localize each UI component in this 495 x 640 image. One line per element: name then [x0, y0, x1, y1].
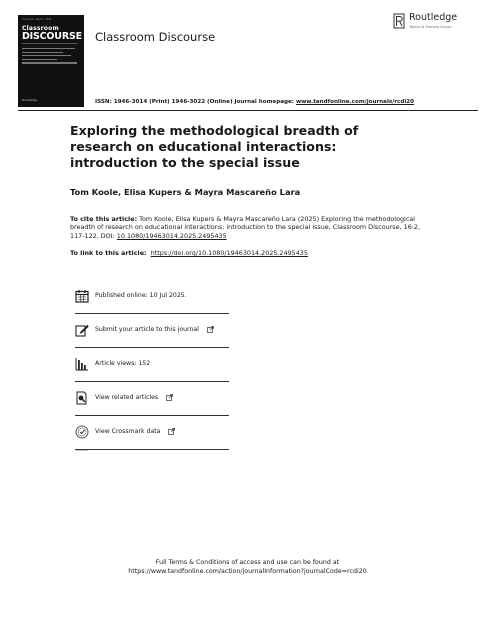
logo-name: Routledge [409, 12, 458, 23]
external-link-icon [166, 394, 173, 401]
citation-block [70, 215, 420, 240]
routledge-r-icon [393, 13, 405, 29]
published-online-text: Published online: 10 Jul 2025. [95, 292, 187, 299]
info-divider [75, 313, 229, 314]
article-doi-url[interactable]: https://doi.org/10.1080/19463014.2025.2495435 [150, 249, 308, 257]
article-views-item [75, 351, 229, 376]
cover-volume-line: Volume 16 · Issue 2 · 2025 [22, 18, 52, 21]
journal-cover [18, 15, 84, 107]
cover-title-line2: DISCOURSE [22, 31, 82, 42]
magnifier-icon [75, 391, 89, 405]
link-label: To link to this article: [70, 249, 147, 257]
cover-text-lines [22, 48, 80, 66]
issn-text: ISSN: 1946-3014 (Print) 1946-3022 (Online) Journal homepage: [95, 99, 296, 105]
article-title: Exploring the methodological breadth of research on educational interactions: introduction to the special issue [70, 123, 359, 171]
external-link-icon [207, 326, 214, 333]
crossmark-link[interactable]: View Crossmark data [95, 428, 161, 435]
related-articles-item[interactable] [75, 385, 229, 410]
crossmark-icon [75, 425, 89, 452]
cover-publisher: Routledge [22, 98, 38, 102]
footer-terms-link[interactable]: https://www.tandfonline.com/action/journalInformation?journalCode=rcdi20 [128, 567, 367, 575]
cover-divider [22, 43, 78, 44]
article-authors: Tom Koole, Elisa Kupers & Mayra Mascareño Lara [70, 187, 301, 197]
logo-subtitle: Taylor & Francis Group [409, 24, 452, 29]
citation-text: Tom Koole, Elisa Kupers & Mayra Mascareño Lara (2025) Exploring the methodological breadth of research on educational interactions: introduction to the special issue, Classroom Discourse, 16:2, 117-122, DOI: [70, 215, 421, 240]
article-views-text: Article views: 152 [95, 360, 151, 367]
routledge-logo [393, 12, 457, 29]
submit-article-link[interactable]: Submit your article to this journal [95, 326, 199, 333]
submit-article-item[interactable] [75, 317, 229, 342]
info-divider [75, 449, 229, 450]
citation-doi-link[interactable]: 10.1080/19463014.2025.2495435 [116, 231, 227, 240]
cover-title-line1: Classroom [22, 25, 59, 32]
info-divider [75, 415, 229, 416]
crossmark-badge-text: CrossMark [75, 448, 89, 452]
header-rule [18, 110, 478, 111]
info-divider [75, 347, 229, 348]
published-online-item [75, 283, 229, 308]
footer-line1: Full Terms & Conditions of access and use can be found at [155, 559, 340, 566]
article-info-list [75, 283, 229, 453]
journal-homepage-link[interactable]: www.tandfonline.com/journals/rcdi20 [295, 99, 415, 105]
calendar-icon [75, 289, 89, 303]
related-articles-link[interactable]: View related articles [95, 394, 159, 401]
bar-chart-icon [75, 357, 89, 371]
info-divider [75, 381, 229, 382]
issn-line [95, 99, 414, 105]
citation-label: To cite this article: [70, 215, 138, 223]
terms-footer [0, 559, 495, 576]
journal-title: Classroom Discourse [95, 30, 216, 44]
pencil-icon [75, 323, 89, 337]
crossmark-item[interactable] [75, 419, 229, 452]
article-link-line [70, 249, 308, 257]
external-link-icon [168, 428, 175, 435]
